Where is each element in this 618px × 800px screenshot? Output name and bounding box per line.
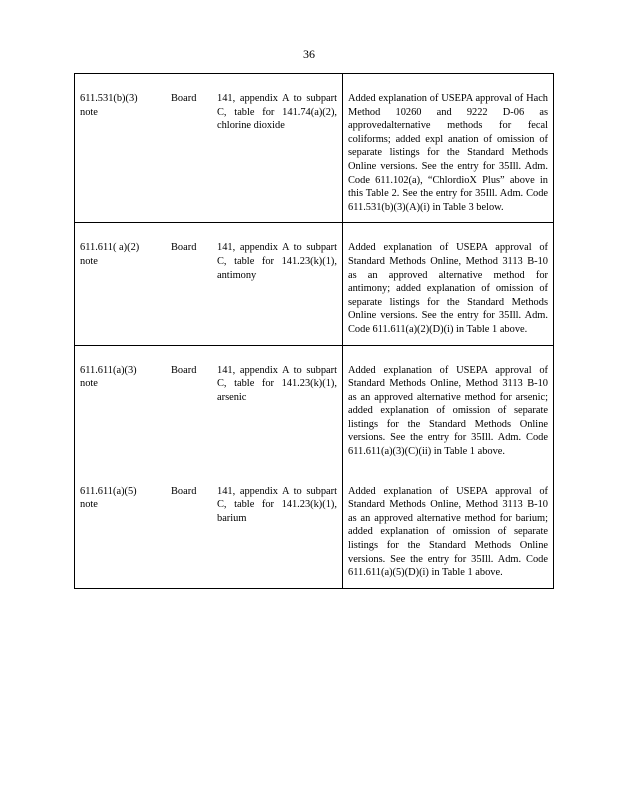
section-cell — [75, 74, 213, 223]
explanation-cell: Added explanation of USEPA approval of Hach Method 10260 and 9222 D-06 as approvedalternative methods for fecal coliforms; added expl anation of omission of separate listings for the Standard Methods Online versions. See the entry for 35Ill. Adm. Code 611.102(a), “ChlordioX Plus” above in this Table 2. See the entry for 35Ill. Adm. Code 611.531(b)(3)(A)(i) in Table 3 below. — [343, 74, 554, 223]
explanation-cell: Added explanation of USEPA approval of Standard Methods Online, Method 3113 B-10 as an approved alternative method for barium; added explanation of omission of separate listings for the Standard Methods Online versions. See the entry for 35Ill. Adm. Code 611.611(a)(5)(D)(i) in Table 1 above. — [343, 467, 554, 589]
section-citation: 611.611(a)(5) note — [80, 485, 137, 511]
table-row — [75, 74, 554, 223]
explanation-cell: Added explanation of USEPA approval of Standard Methods Online, Method 3113 B-10 as an approved alternative method for arsenic; added explanation of omission of separate listings for the Standard Methods Online versions. See the entry for 35Ill. Adm. Code 611.611(a)(3)(C)(ii) in Table 1 above. — [343, 345, 554, 467]
section-citation: 611.611( a)(2) note — [80, 242, 140, 267]
federal-source-cell: 141, appendix A to subpart C, table for 141.23(k)(1), arsenic — [212, 345, 343, 467]
source-label: Board — [171, 242, 197, 254]
table-row — [75, 223, 554, 345]
table-row — [75, 467, 554, 589]
section-citation: 611.531(b)(3) note — [80, 93, 138, 118]
table-row — [75, 345, 554, 467]
source-label: Board — [171, 93, 197, 104]
amendment-table — [74, 73, 554, 589]
federal-source-cell: 141, appendix A to subpart C, table for 141.74(a)(2), chlorine dioxide — [212, 74, 343, 223]
section-cell — [75, 467, 213, 589]
source-label: Board — [171, 485, 197, 497]
section-cell — [75, 223, 213, 345]
federal-source-cell: 141, appendix A to subpart C, table for 141.23(k)(1), antimony — [212, 223, 343, 345]
section-citation: 611.611(a)(3) note — [80, 364, 137, 390]
source-label: Board — [171, 364, 197, 376]
federal-source-cell: 141, appendix A to subpart C, table for 141.23(k)(1), barium — [212, 467, 343, 589]
section-cell — [75, 345, 213, 467]
page-number: 36 — [303, 47, 315, 61]
explanation-cell: Added explanation of USEPA approval of Standard Methods Online, Method 3113 B-10 as an approved alternative method for antimony; added explanation of omission of separate listings for the Standard Methods Online versions. See the entry for 35Ill. Adm. Code 611.611(a)(2)(D)(i) in Table 1 above. — [343, 223, 554, 345]
